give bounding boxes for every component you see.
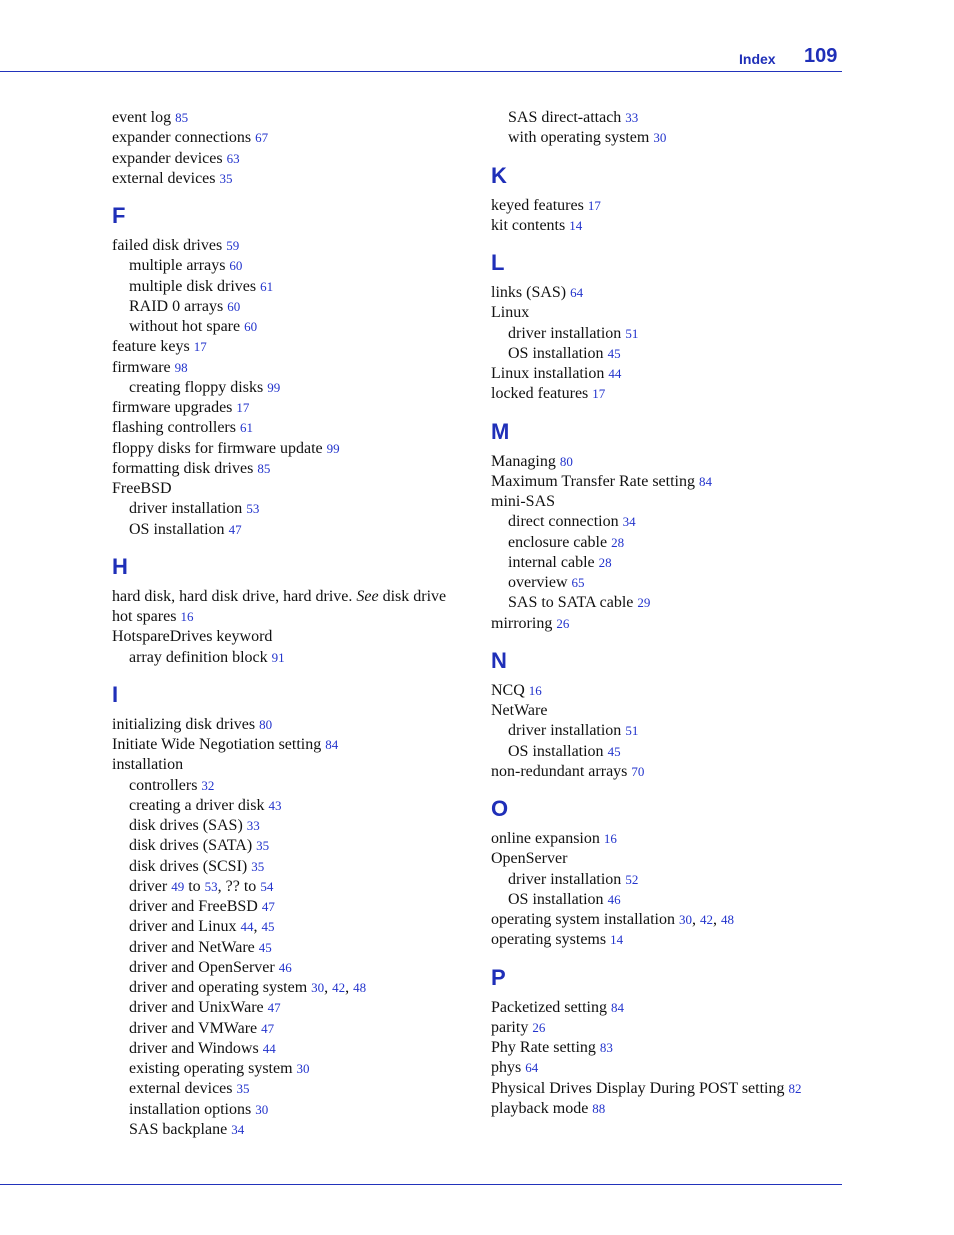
page-link[interactable]: 26 — [556, 615, 570, 631]
index-term: mirroring — [491, 614, 553, 632]
index-term: Linux — [491, 304, 530, 322]
page-link[interactable]: 34 — [622, 514, 636, 530]
index-entry — [112, 607, 472, 627]
index-subentry — [491, 870, 831, 890]
page-link[interactable]: 47 — [261, 1020, 275, 1036]
section-letter-l: L — [491, 250, 505, 275]
index-term: driver and operating system — [129, 979, 308, 996]
page-separator: , ?? to — [217, 877, 261, 895]
index-subentry — [112, 1120, 472, 1140]
index-term: overview — [508, 574, 568, 591]
index-entry — [491, 283, 831, 303]
index-subentry — [112, 1059, 472, 1079]
index-subentry — [112, 499, 472, 519]
index-entry — [491, 762, 831, 782]
index-term: driver and NetWare — [129, 938, 255, 956]
index-entry — [491, 1099, 831, 1119]
page-link[interactable]: 44 — [262, 1040, 276, 1056]
index-term: expander devices — [112, 149, 223, 167]
page-link[interactable]: 30 — [653, 130, 667, 146]
index-entry — [491, 829, 831, 849]
index-term: initializing disk drives — [112, 715, 256, 733]
index-subentry — [112, 277, 472, 297]
index-term: feature keys — [112, 338, 190, 356]
index-entry — [491, 849, 831, 869]
page-link[interactable]: 60 — [244, 319, 258, 334]
page-link[interactable]: 65 — [571, 575, 585, 590]
index-subentry — [112, 648, 472, 668]
index-term: driver and FreeBSD — [129, 898, 258, 915]
index-term: links (SAS) — [491, 284, 567, 301]
index-subentry — [112, 297, 472, 317]
index-entry — [491, 910, 831, 930]
index-subentry — [112, 776, 472, 796]
section-letter-n: N — [491, 647, 507, 673]
page-link[interactable]: 61 — [239, 420, 253, 436]
index-subentry — [491, 573, 831, 593]
index-term: FreeBSD — [112, 480, 172, 497]
index-entry — [491, 216, 831, 236]
index-term: driver installation — [129, 500, 243, 518]
page-link[interactable]: 35 — [219, 170, 233, 186]
index-term: existing operating system — [129, 1060, 293, 1077]
page-link[interactable]: 44 — [608, 366, 622, 381]
index-entry — [112, 715, 472, 735]
index-entry — [112, 735, 472, 755]
index-term: controllers — [129, 776, 198, 794]
page-separator: , — [691, 911, 700, 928]
index-term: driver and VMWare — [129, 1019, 258, 1037]
page-link[interactable]: 80 — [559, 453, 573, 469]
page-link[interactable]: 42 — [699, 912, 713, 927]
index-entry — [491, 492, 831, 512]
index-term: formatting disk drives — [112, 459, 254, 477]
index-subentry — [112, 317, 472, 337]
index-term: OS installation — [508, 742, 604, 760]
index-entry — [112, 236, 472, 256]
page-link[interactable]: 45 — [258, 939, 272, 955]
page-link[interactable]: 29 — [637, 595, 651, 611]
index-term: mini-SAS — [491, 493, 556, 510]
page-link[interactable]: 46 — [278, 959, 292, 975]
page-link[interactable]: 32 — [201, 777, 215, 793]
page-link[interactable]: 54 — [260, 878, 274, 894]
page-link[interactable]: 16 — [528, 682, 542, 698]
page-link[interactable]: 51 — [625, 325, 639, 341]
index-term: internal cable — [508, 553, 595, 571]
index-entry — [112, 128, 472, 148]
page-link[interactable]: 30 — [678, 912, 692, 927]
page-link[interactable]: 30 — [255, 1101, 269, 1117]
page-link[interactable]: 47 — [267, 1000, 281, 1016]
index-entry — [112, 627, 472, 647]
index-term: Managing — [491, 452, 556, 470]
page-link[interactable]: 14 — [610, 932, 624, 948]
index-subentry — [491, 344, 831, 364]
index-entry — [491, 681, 831, 701]
index-subentry — [112, 857, 472, 877]
index-entry — [112, 337, 472, 357]
index-term: keyed features — [491, 196, 584, 214]
page-link[interactable]: 47 — [228, 521, 242, 537]
header-rule — [0, 71, 842, 72]
page-link[interactable]: 30 — [311, 980, 325, 995]
page-link[interactable]: 48 — [720, 912, 734, 927]
page-link[interactable]: 30 — [296, 1061, 310, 1076]
index-entry — [112, 358, 472, 378]
index-term: playback mode — [491, 1099, 589, 1117]
index-subentry — [491, 324, 831, 344]
index-term: online expansion — [491, 830, 600, 847]
index-subentry — [112, 1019, 472, 1039]
page-link[interactable]: 17 — [236, 400, 250, 415]
index-term: OpenServer — [491, 850, 568, 868]
page-link[interactable]: 61 — [260, 278, 274, 294]
index-subentry — [491, 890, 831, 910]
index-term: with operating system — [508, 129, 650, 147]
index-term: driver and Linux — [129, 918, 237, 936]
index-subentry — [112, 378, 472, 398]
index-term: Phy Rate setting — [491, 1039, 596, 1056]
section-letter-o: O — [491, 796, 509, 821]
index-entry — [491, 364, 831, 384]
page-link[interactable]: 42 — [332, 980, 346, 995]
index-term: floppy disks for firmware update — [112, 439, 323, 457]
index-term: operating system installation — [491, 911, 675, 928]
index-entry — [112, 398, 472, 418]
index-subentry — [112, 897, 472, 917]
section-letter-f: F — [112, 203, 126, 228]
page-link[interactable]: 60 — [229, 258, 243, 274]
index-term: driver installation — [508, 324, 622, 342]
index-term: OS installation — [508, 344, 604, 362]
index-term: multiple disk drives — [129, 277, 257, 295]
index-term: SAS direct-attach — [508, 109, 622, 126]
index-entry — [112, 479, 472, 499]
index-entry — [491, 303, 831, 323]
page-link[interactable]: 84 — [325, 737, 339, 752]
index-entry — [491, 930, 831, 950]
page-link[interactable]: 51 — [625, 723, 639, 739]
index-entry — [491, 472, 831, 492]
index-term: RAID 0 arrays — [129, 297, 224, 315]
page-link[interactable]: 99 — [267, 379, 281, 395]
index-term: creating floppy disks — [129, 378, 264, 396]
see-reference: See — [356, 587, 379, 605]
index-term: driver and OpenServer — [129, 958, 275, 976]
page-link[interactable]: 49 — [171, 878, 185, 894]
index-subentry — [112, 256, 472, 276]
index-term: locked features — [491, 385, 589, 403]
index-subentry — [112, 1100, 472, 1120]
index-subentry — [112, 520, 472, 540]
page-link[interactable]: 45 — [607, 345, 621, 361]
index-term: expander connections — [112, 129, 252, 147]
index-term: Physical Drives Display During POST setting — [491, 1079, 785, 1097]
index-entry — [491, 1018, 831, 1038]
page-link[interactable]: 99 — [326, 440, 340, 456]
index-term: driver and Windows — [129, 1039, 259, 1057]
page-link[interactable]: 34 — [231, 1121, 245, 1137]
page-link[interactable]: 83 — [599, 1040, 613, 1055]
index-entry — [112, 587, 472, 607]
section-letter-i: I — [112, 681, 119, 707]
index-term: enclosure cable — [508, 533, 608, 551]
page-link[interactable]: 98 — [174, 359, 188, 375]
index-term: flashing controllers — [112, 419, 236, 437]
index-subentry — [112, 958, 472, 978]
index-subentry — [491, 721, 831, 741]
page-link[interactable]: 48 — [353, 980, 367, 995]
index-term: SAS to SATA cable — [508, 594, 634, 612]
index-term: event log — [112, 109, 172, 126]
index-column-left — [112, 108, 472, 1140]
page-link[interactable]: 45 — [261, 919, 275, 935]
index-term: NetWare — [491, 702, 548, 719]
index-subentry — [112, 796, 472, 816]
index-subentry — [112, 1079, 472, 1099]
page-link[interactable]: 63 — [226, 150, 240, 166]
index-term: kit contents — [491, 216, 566, 234]
index-term: Initiate Wide Negotiation setting — [112, 736, 322, 753]
index-term: creating a driver disk — [129, 796, 265, 814]
page-link[interactable]: 59 — [226, 238, 240, 253]
index-entry — [491, 1058, 831, 1078]
index-entry — [491, 998, 831, 1018]
page-link[interactable]: 33 — [246, 818, 260, 833]
page-link[interactable]: 35 — [256, 838, 270, 854]
page-link[interactable]: 47 — [261, 899, 275, 914]
index-term: driver installation — [508, 722, 622, 740]
index-term: hot spares — [112, 608, 177, 625]
index-subentry — [112, 998, 472, 1018]
index-term: non-redundant arrays — [491, 762, 628, 780]
index-term: direct connection — [508, 513, 619, 531]
index-term: driver installation — [508, 870, 622, 888]
index-entry — [112, 169, 472, 189]
page-link[interactable]: 84 — [698, 473, 712, 489]
page-link[interactable]: 35 — [251, 858, 265, 874]
page-link[interactable]: 17 — [587, 197, 601, 213]
index-entry — [491, 196, 831, 216]
page-link[interactable]: 45 — [607, 743, 621, 759]
page-link[interactable]: 85 — [257, 460, 271, 476]
index-term: without hot spare — [129, 318, 241, 335]
page-link[interactable]: 14 — [569, 217, 583, 233]
index-term: installation options — [129, 1100, 252, 1118]
section-letter-p: P — [491, 964, 506, 990]
index-term: parity — [491, 1018, 529, 1036]
page-link[interactable]: 60 — [227, 298, 241, 314]
page-link[interactable]: 16 — [180, 609, 194, 624]
page-separator: , — [253, 918, 262, 936]
index-entry — [491, 1079, 831, 1099]
page-link[interactable]: 85 — [175, 110, 189, 125]
page-link[interactable]: 16 — [603, 831, 617, 846]
index-entry — [491, 452, 831, 472]
index-subentry — [112, 877, 472, 897]
page-link[interactable]: 91 — [271, 649, 285, 665]
index-term: driver — [129, 877, 168, 895]
page-separator: , — [712, 911, 721, 928]
section-label: Index — [739, 51, 776, 67]
index-entry — [112, 149, 472, 169]
page-link[interactable]: 67 — [255, 130, 269, 146]
index-subentry — [491, 128, 831, 148]
page-link[interactable]: 44 — [240, 919, 254, 935]
index-term: external devices — [112, 169, 216, 187]
index-term: driver and UnixWare — [129, 999, 264, 1017]
index-term: OS installation — [508, 890, 604, 908]
page-link[interactable]: 70 — [631, 763, 645, 779]
index-entry — [112, 459, 472, 479]
page-link[interactable]: 80 — [259, 716, 273, 732]
index-term: firmware — [112, 358, 171, 376]
section-letter-h: H — [112, 553, 128, 579]
index-subentry — [112, 938, 472, 958]
index-subentry — [112, 1039, 472, 1059]
see-target: disk drive — [378, 587, 447, 605]
section-letter-k: K — [491, 162, 507, 188]
index-term: multiple arrays — [129, 257, 226, 275]
index-entry — [112, 755, 472, 775]
index-term: disk drives (SCSI) — [129, 857, 248, 875]
index-term: Packetized setting — [491, 998, 607, 1016]
page-link[interactable]: 53 — [246, 501, 260, 517]
page-link[interactable]: 35 — [236, 1081, 250, 1097]
index-term: Maximum Transfer Rate setting — [491, 472, 695, 490]
index-entry — [112, 108, 472, 128]
page-separator: , — [324, 979, 333, 996]
index-term: Linux installation — [491, 365, 605, 382]
page-link[interactable]: 64 — [570, 285, 584, 300]
index-term: NCQ — [491, 681, 525, 699]
index-term: failed disk drives — [112, 237, 223, 254]
index-term: installation — [112, 756, 184, 774]
page-link[interactable]: 28 — [611, 534, 625, 550]
index-term: array definition block — [129, 648, 268, 666]
index-subentry — [491, 512, 831, 532]
section-letter-m: M — [491, 418, 510, 444]
index-column-right — [491, 108, 831, 1119]
page-link[interactable]: 17 — [592, 386, 606, 402]
page-link[interactable]: 43 — [268, 797, 282, 813]
index-entry — [112, 439, 472, 459]
page-separator: , — [345, 979, 354, 996]
index-term: hard disk, hard disk drive, hard drive. — [112, 587, 357, 605]
index-term: disk drives (SATA) — [129, 837, 253, 855]
index-entry — [491, 384, 831, 404]
page-link[interactable]: 82 — [788, 1080, 802, 1096]
page-link[interactable]: 26 — [532, 1019, 546, 1035]
index-subentry — [112, 978, 472, 998]
page-link[interactable]: 17 — [193, 339, 207, 355]
index-term: HotspareDrives keyword — [112, 628, 273, 646]
index-subentry — [491, 553, 831, 573]
index-subentry — [491, 742, 831, 762]
page-link[interactable]: 28 — [598, 554, 612, 570]
page-link[interactable]: 64 — [525, 1060, 539, 1076]
page-link[interactable]: 52 — [625, 871, 639, 887]
footer-rule — [0, 1184, 842, 1185]
page-link[interactable]: 46 — [607, 891, 621, 907]
index-entry — [491, 614, 831, 634]
index-subentry — [491, 108, 831, 128]
page-link[interactable]: 84 — [610, 999, 624, 1015]
index-term: firmware upgrades — [112, 399, 233, 416]
index-subentry — [112, 816, 472, 836]
index-subentry — [491, 593, 831, 613]
index-subentry — [112, 836, 472, 856]
index-subentry — [112, 917, 472, 937]
index-term: operating systems — [491, 931, 607, 949]
index-term: phys — [491, 1059, 522, 1077]
index-subentry — [491, 533, 831, 553]
page-link[interactable]: 53 — [204, 878, 218, 894]
index-term: disk drives (SAS) — [129, 817, 243, 834]
index-entry — [112, 418, 472, 438]
page-link[interactable]: 88 — [592, 1100, 606, 1116]
index-term: OS installation — [129, 520, 225, 538]
index-entry — [491, 1038, 831, 1058]
index-entry — [491, 701, 831, 721]
index-term: SAS backplane — [129, 1120, 228, 1138]
index-term: external devices — [129, 1080, 233, 1098]
page-separator: to — [184, 877, 205, 895]
page-number: 109 — [804, 45, 838, 67]
page-link[interactable]: 33 — [625, 110, 639, 125]
